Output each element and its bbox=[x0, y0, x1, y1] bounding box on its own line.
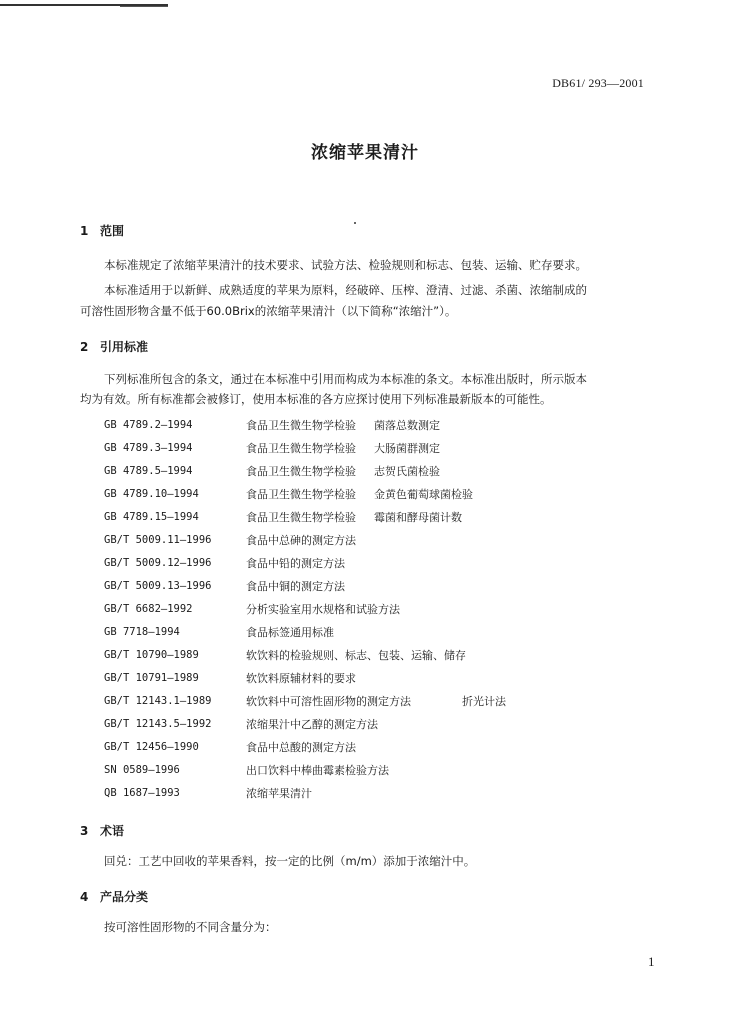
reference-title: 食品中总酸的测定方法 bbox=[246, 741, 356, 754]
reference-code: QB 1687—1993 bbox=[104, 787, 180, 799]
reference-item bbox=[104, 414, 664, 437]
reference-item bbox=[104, 644, 664, 667]
paragraph: 均为有效。所有标准都会被修订，使用本标准的各方应探讨使用下列标准最新版本的可能性。 bbox=[80, 392, 552, 406]
reference-title: 出口饮料中棒曲霉素检验方法 bbox=[246, 764, 389, 777]
reference-item bbox=[104, 460, 664, 483]
reference-code: GB 7718—1994 bbox=[104, 626, 180, 638]
reference-code: GB/T 6682—1992 bbox=[104, 603, 193, 615]
paragraph: 下列标准所包含的条文，通过在本标准中引用而构成为本标准的条文。本标准出版时，所示版本 bbox=[104, 372, 587, 386]
section-heading bbox=[80, 822, 124, 839]
reference-item bbox=[104, 690, 664, 713]
reference-note: 金黄色葡萄球菌检验 bbox=[374, 488, 473, 501]
reference-title: 食品卫生微生物学检验 bbox=[246, 465, 356, 478]
reference-note: 菌落总数测定 bbox=[374, 419, 440, 432]
paragraph: 回兑：工艺中回收的苹果香料，按一定的比例（m/m）添加于浓缩汁中。 bbox=[104, 854, 476, 868]
reference-code: GB/T 10790—1989 bbox=[104, 649, 199, 661]
section-number: 2 bbox=[80, 340, 89, 354]
reference-item bbox=[104, 598, 664, 621]
reference-code: GB 4789.3—1994 bbox=[104, 442, 193, 454]
reference-title: 食品卫生微生物学检验 bbox=[246, 511, 356, 524]
reference-code: GB/T 12143.1—1989 bbox=[104, 695, 212, 707]
reference-note: 大肠菌群测定 bbox=[374, 442, 440, 455]
reference-note: 志贺氏菌检验 bbox=[374, 465, 440, 478]
paragraph: 按可溶性固形物的不同含量分为： bbox=[104, 920, 277, 934]
reference-item bbox=[104, 736, 664, 759]
document-number: DB61/ 293—2001 bbox=[552, 76, 644, 90]
reference-note: 折光计法 bbox=[462, 695, 506, 708]
paragraph: 可溶性固形物含量不低于60.0Brix的浓缩苹果清汁（以下简称“浓缩汁”）。 bbox=[80, 304, 457, 318]
reference-code: GB/T 10791—1989 bbox=[104, 672, 199, 684]
reference-item bbox=[104, 667, 664, 690]
page-title: 浓缩苹果清汁 bbox=[311, 143, 419, 163]
reference-code: GB 4789.5—1994 bbox=[104, 465, 193, 477]
reference-note: 霉菌和酵母菌计数 bbox=[374, 511, 462, 524]
page-number: 1 bbox=[648, 954, 655, 969]
reference-title: 食品卫生微生物学检验 bbox=[246, 419, 356, 432]
reference-item bbox=[104, 483, 664, 506]
reference-title: 食品中总砷的测定方法 bbox=[246, 534, 356, 547]
reference-title: 分析实验室用水规格和试验方法 bbox=[246, 603, 400, 616]
reference-title: 软饮料中可溶性固形物的测定方法 bbox=[246, 695, 411, 708]
reference-code: GB/T 12143.5—1992 bbox=[104, 718, 212, 730]
reference-title: 食品卫生微生物学检验 bbox=[246, 488, 356, 501]
reference-code: GB 4789.2—1994 bbox=[104, 419, 193, 431]
reference-title: 浓缩苹果清汁 bbox=[246, 787, 312, 800]
reference-item bbox=[104, 713, 664, 736]
reference-title: 浓缩果汁中乙醇的测定方法 bbox=[246, 718, 378, 731]
section-title: 范围 bbox=[100, 224, 125, 238]
section-heading bbox=[80, 888, 148, 905]
reference-code: GB 4789.10—1994 bbox=[104, 488, 199, 500]
section-number: 4 bbox=[80, 890, 89, 904]
scan-speck bbox=[354, 222, 356, 224]
reference-item bbox=[104, 621, 664, 644]
reference-code: GB/T 5009.11—1996 bbox=[104, 534, 212, 546]
reference-code: GB/T 5009.12—1996 bbox=[104, 557, 212, 569]
reference-title: 食品中铜的测定方法 bbox=[246, 580, 345, 593]
paragraph: 本标准规定了浓缩苹果清汁的技术要求、试验方法、检验规则和标志、包装、运输、贮存要求。 bbox=[104, 258, 587, 272]
section-number: 3 bbox=[80, 824, 89, 838]
reference-item bbox=[104, 782, 664, 805]
reference-title: 软饮料原辅材料的要求 bbox=[246, 672, 356, 685]
reference-item bbox=[104, 529, 664, 552]
section-heading bbox=[80, 222, 124, 239]
reference-item bbox=[104, 506, 664, 529]
section-heading bbox=[80, 338, 148, 355]
reference-code: SN 0589—1996 bbox=[104, 764, 180, 776]
reference-item bbox=[104, 552, 664, 575]
reference-title: 食品中铅的测定方法 bbox=[246, 557, 345, 570]
paragraph: 本标准适用于以新鲜、成熟适度的苹果为原料，经破碎、压榨、澄清、过滤、杀菌、浓缩制成的 bbox=[104, 283, 587, 297]
reference-item bbox=[104, 575, 664, 598]
section-number: 1 bbox=[80, 224, 89, 238]
reference-item bbox=[104, 759, 664, 782]
reference-title: 食品标签通用标准 bbox=[246, 626, 334, 639]
section-title: 引用标准 bbox=[100, 340, 149, 354]
reference-code: GB/T 5009.13—1996 bbox=[104, 580, 212, 592]
scan-artifact-line bbox=[120, 6, 168, 7]
reference-title: 软饮料的检验规则、标志、包装、运输、储存 bbox=[246, 649, 466, 662]
section-title: 产品分类 bbox=[100, 890, 149, 904]
reference-code: GB 4789.15—1994 bbox=[104, 511, 199, 523]
reference-title: 食品卫生微生物学检验 bbox=[246, 442, 356, 455]
reference-code: GB/T 12456—1990 bbox=[104, 741, 199, 753]
reference-item bbox=[104, 437, 664, 460]
section-title: 术语 bbox=[100, 824, 125, 838]
reference-list bbox=[104, 414, 664, 805]
